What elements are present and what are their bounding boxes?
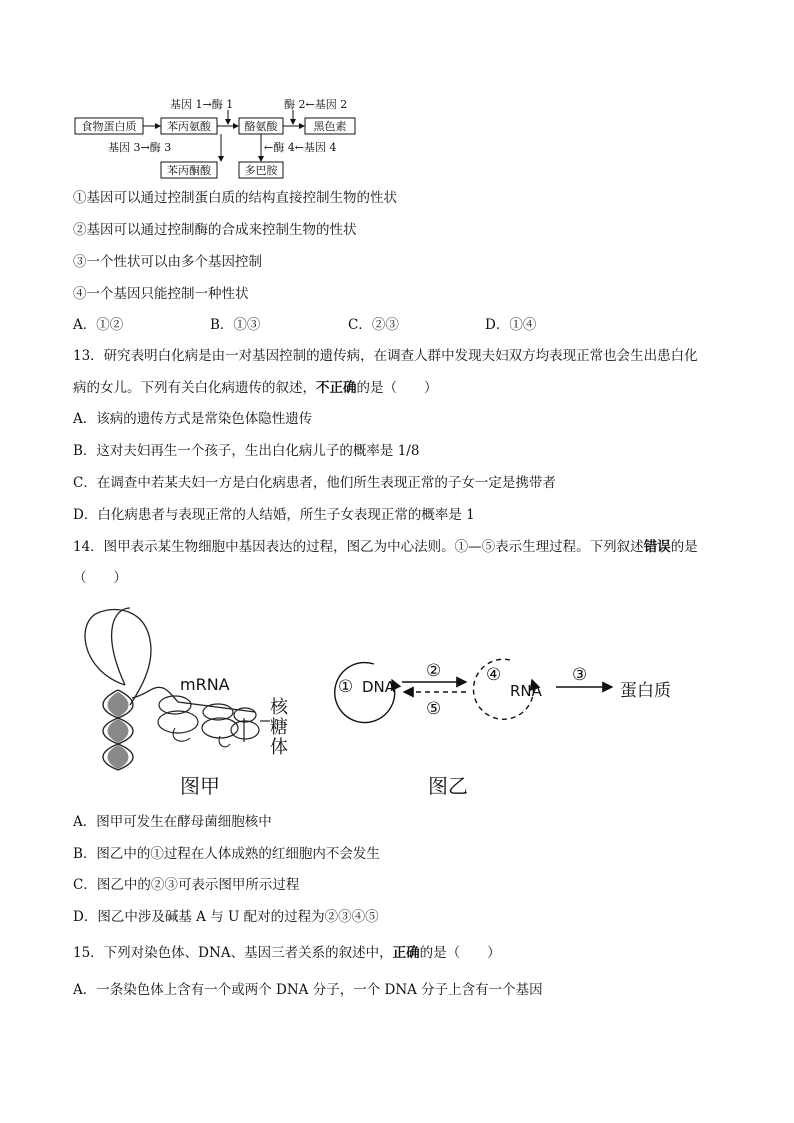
q13-stem-emphasis: 不正确 [316, 380, 357, 396]
q13-stem-line1: 13．研究表明白化病是由一对基因控制的遗传病，在调查人群中发现夫妇双方均表现正常也会生出患白化 [73, 348, 698, 364]
box-melanin: 黑色素 [313, 120, 347, 133]
ribosome-label-1: 核 [270, 697, 288, 718]
figure-yi-caption: 图乙 [428, 774, 468, 798]
q12-statement-2: ②基因可以通过控制酶的合成来控制生物的性状 [73, 222, 357, 238]
process-4-label: ④ [486, 665, 502, 685]
q15-stem-text: 15．下列对染色体、DNA、基因三者关系的叙述中， [73, 945, 393, 961]
q14-stem-text: 14．图甲表示某生物细胞中基因表达的过程，图乙为中心法则。①—⑤表示生理过程。下列叙述 [73, 539, 644, 555]
q14-stem-line1 [73, 538, 698, 556]
q15-stem-tail: 的是（ ） [419, 945, 501, 961]
q14-stem-line2: （ ） [73, 570, 127, 586]
process-5-label: ⑤ [426, 699, 442, 719]
label-gene2: 酶 2←基因 2 [284, 98, 348, 111]
ribosome-label-2: 糖 [270, 717, 288, 738]
q13-option-d[interactable]: D．白化病患者与表现正常的人结婚，所生子女表现正常的概率是 1 [73, 507, 475, 523]
figure-jia [70, 600, 310, 800]
q13-stem-text: 病的女儿。下列有关白化病遗传的叙述， [73, 380, 316, 396]
q12-statement-3: ③一个性状可以由多个基因控制 [73, 254, 262, 270]
q15-stem-emphasis: 正确 [392, 945, 420, 961]
figure-jia-caption: 图甲 [180, 774, 220, 798]
q13-stem-tail: 的是（ ） [356, 380, 438, 396]
q15-stem [73, 944, 501, 962]
process-3-label: ③ [572, 665, 588, 685]
label-gene3: 基因 3→酶 3 [108, 141, 172, 154]
q14-stem-emphasis: 错误 [643, 539, 671, 555]
box-food-protein: 食物蛋白质 [81, 120, 137, 133]
metabolism-flowchart [70, 96, 370, 182]
rna-label: RNA [510, 682, 542, 700]
q15-option-a[interactable]: A．一条染色体上含有一个或两个 DNA 分子，一个 DNA 分子上含有一个基因 [73, 982, 543, 998]
mrna-label: mRNA [180, 675, 230, 694]
box-phenylalanine: 苯丙氨酸 [167, 120, 211, 133]
q14-option-a[interactable]: A．图甲可发生在酵母菌细胞核中 [73, 814, 272, 830]
q14-option-c[interactable]: C．图乙中的②③可表示图甲所示过程 [73, 877, 300, 893]
q14-option-d[interactable]: D．图乙中涉及碱基 A 与 U 配对的过程为②③④⑤ [73, 909, 379, 925]
ribosome-label-3: 体 [270, 737, 288, 758]
box-phenylpyruvate: 苯丙酮酸 [167, 164, 211, 177]
protein-label: 蛋白质 [620, 681, 671, 701]
box-dopamine: 多巴胺 [244, 164, 278, 177]
q12-option-a[interactable]: A．①② [73, 317, 124, 333]
box-tyrosine: 酪氨酸 [244, 120, 278, 133]
figure-yi [320, 640, 690, 800]
q12-option-c[interactable]: C．②③ [348, 317, 399, 333]
q13-option-a[interactable]: A．该病的遗传方式是常染色体隐性遗传 [73, 411, 313, 427]
q12-option-b[interactable]: B．①③ [210, 317, 261, 333]
q14-option-b[interactable]: B．图乙中的①过程在人体成熟的红细胞内不会发生 [73, 846, 380, 862]
q13-stem-line2 [73, 379, 438, 397]
dna-label: DNA [362, 678, 396, 696]
label-gene4: ←酶 4←基因 4 [264, 141, 337, 154]
q12-options [73, 316, 537, 334]
process-1-label: ① [338, 677, 354, 697]
process-2-label: ② [426, 661, 442, 681]
q14-stem-tail: 的是 [670, 539, 698, 555]
q13-option-b[interactable]: B．这对夫妇再生一个孩子，生出白化病儿子的概率是 1/8 [73, 443, 420, 459]
label-gene1: 基因 1→酶 1 [170, 98, 234, 111]
q13-option-c[interactable]: C．在调查中若某夫妇一方是白化病患者，他们所生表现正常的子女一定是携带者 [73, 475, 556, 491]
q12-statement-1: ①基因可以通过控制蛋白质的结构直接控制生物的性状 [73, 190, 397, 206]
q12-statement-4: ④一个基因只能控制一种性状 [73, 286, 249, 302]
q12-option-d[interactable]: D．①④ [485, 317, 537, 333]
